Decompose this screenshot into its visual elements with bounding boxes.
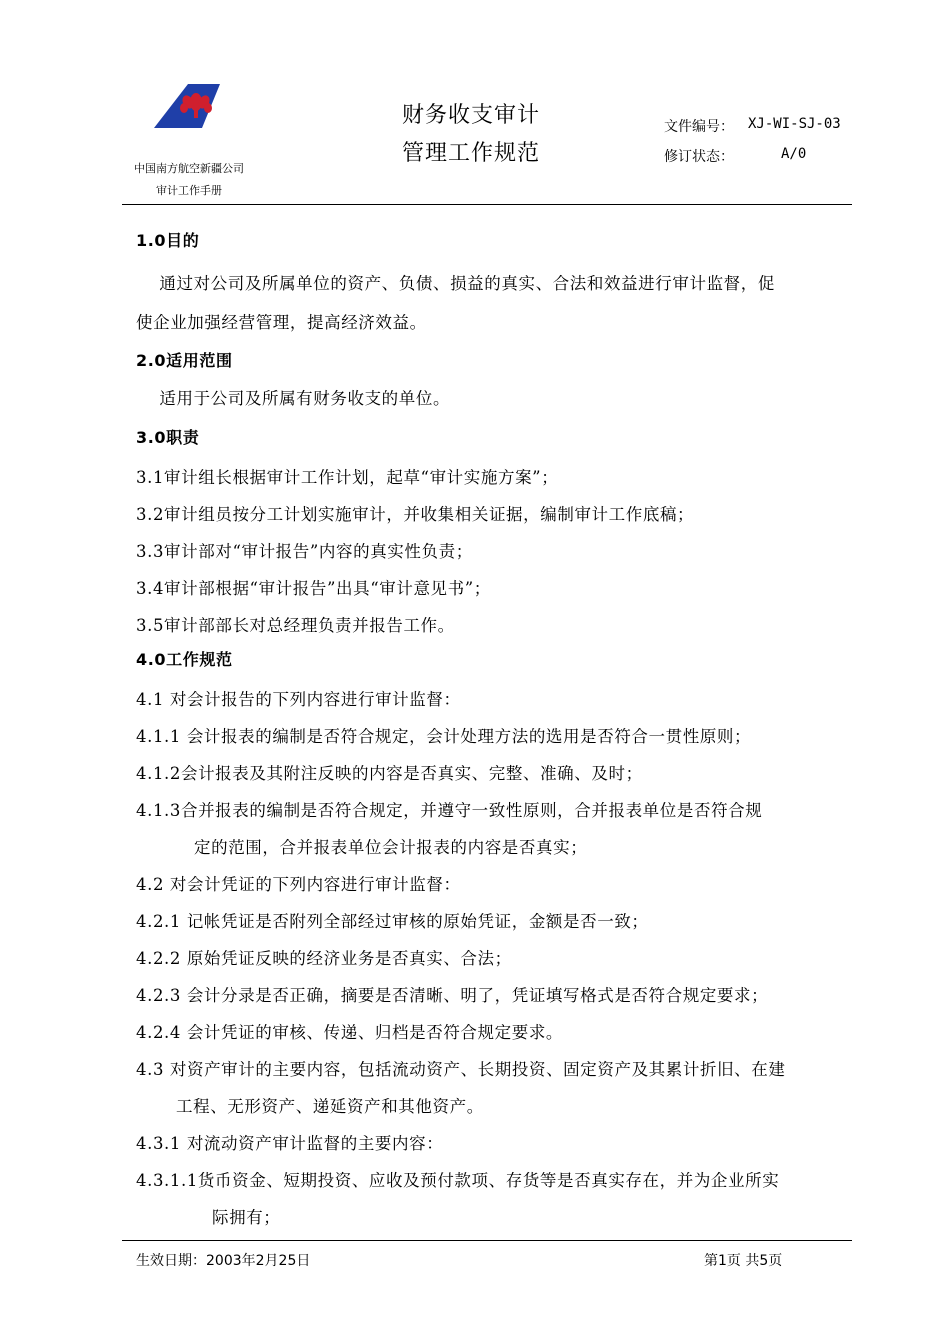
document-title-line1: 财务收支审计 <box>402 103 541 128</box>
list-item: 3.5审计部部长对总经理负责并报告工作。 <box>136 616 455 635</box>
section-heading: 4.0工作规范 <box>136 650 233 669</box>
doc-number-label: 文件编号： <box>664 119 734 135</box>
list-item: 4.3 对资产审计的主要内容，包括流动资产、长期投资、固定资产及其累计折旧、在建 <box>136 1060 786 1079</box>
section-heading: 3.0职责 <box>136 428 200 447</box>
section-heading: 1.0目的 <box>136 231 200 250</box>
list-item: 4.1.2会计报表及其附注反映的内容是否真实、完整、准确、及时； <box>136 764 643 783</box>
list-item: 3.2审计组员按分工计划实施审计，并收集相关证据，编制审计工作底稿； <box>136 505 695 524</box>
paragraph-line: 使企业加强经营管理，提高经济效益。 <box>136 313 427 332</box>
list-item-continuation: 定的范围，合并报表单位会计报表的内容是否真实； <box>194 838 588 857</box>
list-item: 4.2.4 会计凭证的审核、传递、归档是否符合规定要求。 <box>136 1023 564 1042</box>
list-item: 4.2.3 会计分录是否正确，摘要是否清晰、明了，凭证填写格式是否符合规定要求； <box>136 986 769 1005</box>
list-item: 4.3.1 对流动资产审计监督的主要内容： <box>136 1134 444 1153</box>
list-item: 3.4审计部根据“审计报告”出具“审计意见书”； <box>136 579 491 598</box>
list-item: 4.2.2 原始凭证反映的经济业务是否真实、合法； <box>136 949 512 968</box>
document-title-line2: 管理工作规范 <box>402 141 541 166</box>
section-heading: 2.0适用范围 <box>136 351 233 370</box>
list-item-continuation: 工程、无形资产、递延资产和其他资产。 <box>176 1097 484 1116</box>
list-item: 4.1.1 会计报表的编制是否符合规定，会计处理方法的选用是否符合一贯性原则； <box>136 727 752 746</box>
revision-value: A/0 <box>781 146 807 162</box>
list-item: 4.2 对会计凭证的下列内容进行审计监督： <box>136 875 461 894</box>
list-item: 3.1审计组长根据审计工作计划，起草“审计实施方案”； <box>136 468 559 487</box>
list-item: 4.2.1 记帐凭证是否附列全部经过审核的原始凭证，金额是否一致； <box>136 912 649 931</box>
revision-label: 修订状态： <box>664 149 734 165</box>
paragraph-line: 适用于公司及所属有财务收支的单位。 <box>136 389 451 408</box>
page-info: 第1页 共5页 <box>704 1253 783 1269</box>
doc-number: XJ-WI-SJ-03 <box>748 116 841 132</box>
list-item-continuation: 际拥有； <box>212 1208 281 1227</box>
list-item: 3.3审计部对“审计报告”内容的真实性负责； <box>136 542 473 561</box>
paragraph-line: 通过对公司及所属单位的资产、负债、损益的真实、合法和效益进行审计监督，促 <box>136 274 775 293</box>
footer-divider <box>122 1240 852 1241</box>
manual-name: 审计工作手册 <box>156 184 222 197</box>
effective-date: 生效日期：2003年2月25日 <box>136 1253 311 1269</box>
company-name: 中国南方航空新疆公司 <box>134 162 244 175</box>
list-item: 4.1.3合并报表的编制是否符合规定，并遵守一致性原则，合并报表单位是否符合规 <box>136 801 763 820</box>
company-logo-icon <box>150 82 222 130</box>
list-item: 4.1 对会计报告的下列内容进行审计监督： <box>136 690 461 709</box>
list-item: 4.3.1.1货币资金、短期投资、应收及预付款项、存货等是否真实存在，并为企业所实 <box>136 1171 780 1190</box>
header-divider <box>122 204 852 205</box>
